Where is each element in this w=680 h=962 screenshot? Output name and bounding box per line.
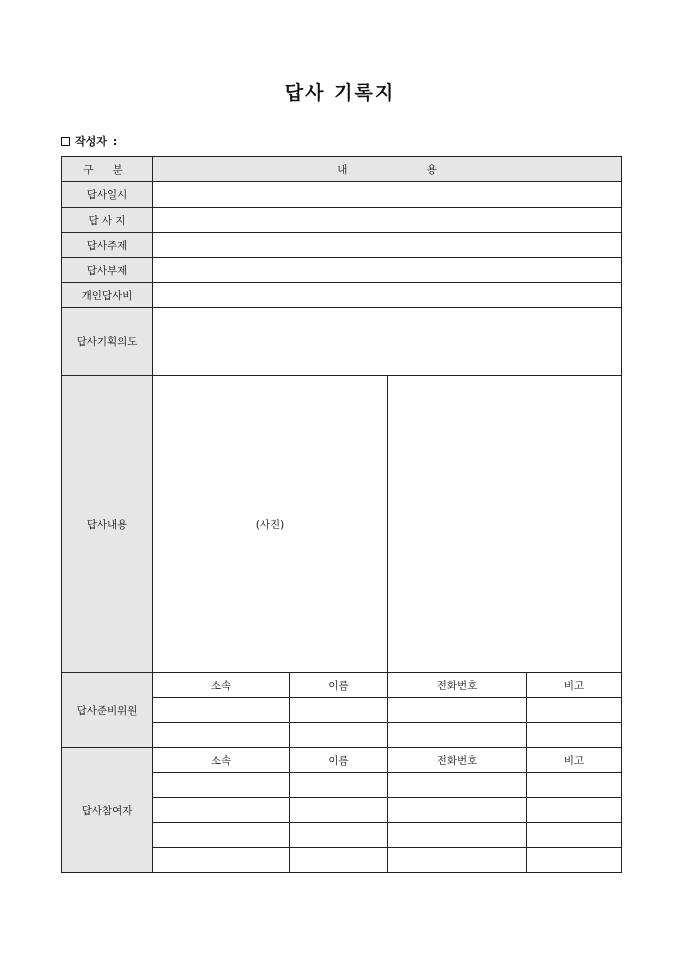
committee-cell[interactable]: [153, 698, 290, 723]
field-date[interactable]: [153, 182, 622, 208]
committee-cell[interactable]: [527, 698, 622, 723]
row-content: [62, 376, 622, 673]
committee-header-row: [62, 673, 622, 698]
label-date: 답사일시: [62, 182, 153, 208]
committee-cell[interactable]: [388, 698, 527, 723]
field-subtopic[interactable]: [153, 258, 622, 283]
committee-col-phone: 전화번호: [388, 673, 527, 698]
author-label: 작성자: [75, 135, 107, 148]
participants-col-name: 이름: [290, 748, 388, 773]
label-content: 답사내용: [62, 376, 153, 673]
participants-cell[interactable]: [527, 823, 622, 848]
participants-cell[interactable]: [153, 773, 290, 798]
label-cost: 개인답사비: [62, 283, 153, 308]
committee-col-name: 이름: [290, 673, 388, 698]
row-cost: [62, 283, 622, 308]
participants-col-note: 비고: [527, 748, 622, 773]
participants-cell[interactable]: [388, 823, 527, 848]
record-table: [61, 156, 622, 873]
row-subtopic: [62, 258, 622, 283]
row-date: [62, 182, 622, 208]
header-content: 내 용: [153, 157, 622, 182]
participants-cell[interactable]: [527, 848, 622, 873]
label-intent: 답사기획의도: [62, 308, 153, 376]
field-place[interactable]: [153, 208, 622, 233]
participants-cell[interactable]: [388, 848, 527, 873]
label-place: 답 사 지: [62, 208, 153, 233]
participants-header-row: [62, 748, 622, 773]
label-committee: 답사준비위원: [62, 673, 153, 748]
row-intent: [62, 308, 622, 376]
photo-area-right[interactable]: [388, 376, 622, 673]
photo-area-left[interactable]: [153, 376, 388, 673]
header-row: [62, 157, 622, 182]
participants-cell[interactable]: [527, 773, 622, 798]
author-line: [61, 133, 117, 149]
committee-cell[interactable]: [153, 723, 290, 748]
label-topic: 답사주제: [62, 233, 153, 258]
committee-cell[interactable]: [388, 723, 527, 748]
document-title: 답사 기록지: [284, 82, 396, 104]
participants-cell[interactable]: [290, 823, 388, 848]
field-topic[interactable]: [153, 233, 622, 258]
participants-col-phone: 전화번호: [388, 748, 527, 773]
committee-cell[interactable]: [527, 723, 622, 748]
committee-col-note: 비고: [527, 673, 622, 698]
row-topic: [62, 233, 622, 258]
field-intent[interactable]: [153, 308, 622, 376]
participants-cell[interactable]: [527, 798, 622, 823]
participants-cell[interactable]: [290, 798, 388, 823]
author-colon: :: [112, 134, 118, 148]
photo-placeholder: (사진): [255, 518, 285, 531]
checkbox-square-icon: [61, 137, 70, 146]
participants-cell[interactable]: [290, 848, 388, 873]
participants-col-affiliation: 소속: [153, 748, 290, 773]
row-place: [62, 208, 622, 233]
label-subtopic: 답사부제: [62, 258, 153, 283]
committee-col-affiliation: 소속: [153, 673, 290, 698]
field-cost[interactable]: [153, 283, 622, 308]
participants-cell[interactable]: [388, 798, 527, 823]
committee-cell[interactable]: [290, 698, 388, 723]
participants-cell[interactable]: [153, 798, 290, 823]
committee-cell[interactable]: [290, 723, 388, 748]
participants-cell[interactable]: [290, 773, 388, 798]
participants-cell[interactable]: [388, 773, 527, 798]
participants-cell[interactable]: [153, 823, 290, 848]
header-category: 구 분: [62, 157, 153, 182]
label-participants: 답사참여자: [62, 748, 153, 873]
participants-cell[interactable]: [153, 848, 290, 873]
